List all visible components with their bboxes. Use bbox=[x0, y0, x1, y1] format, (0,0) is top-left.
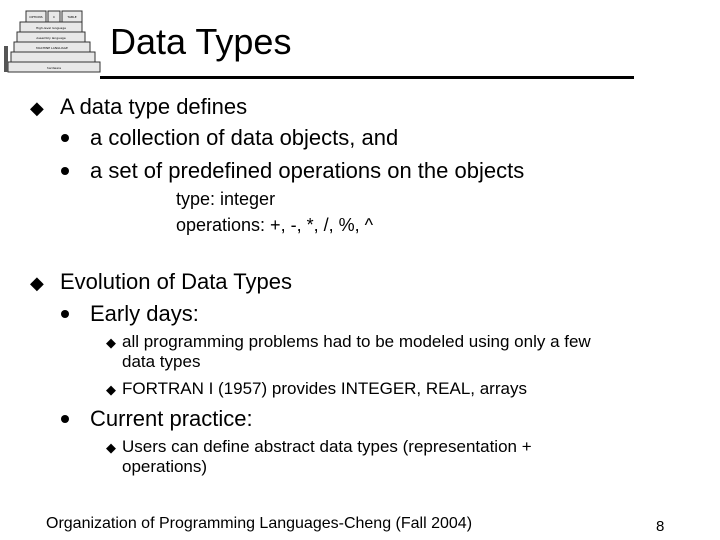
logo-tier-label: hardware bbox=[46, 66, 62, 70]
logo-tier-label: TABLE bbox=[67, 15, 77, 19]
sub-bullet-text: Early days: bbox=[90, 301, 199, 326]
layered-pyramid-logo-icon bbox=[4, 4, 102, 74]
logo-tier-label: OPTIONS bbox=[29, 15, 43, 19]
sub-sub-bullet-text: data types bbox=[122, 352, 201, 371]
page-number: 8 bbox=[656, 518, 665, 535]
logo-tier-label: MACHINE LANGUAGE bbox=[36, 46, 68, 50]
sub-bullet-text: Current practice: bbox=[90, 406, 253, 431]
example-line: type: integer bbox=[176, 189, 276, 209]
slide-title: Data Types bbox=[110, 21, 292, 62]
sub-bullet-text: a collection of data objects, and bbox=[90, 125, 399, 150]
example-line: operations: +, -, *, /, %, ^ bbox=[176, 215, 374, 235]
round-bullet-icon bbox=[61, 310, 69, 318]
logo-tier-label: C bbox=[52, 15, 56, 19]
sub-sub-bullet-text: operations) bbox=[122, 457, 208, 476]
round-bullet-icon bbox=[61, 134, 69, 142]
logo-tier-label: Assembly language bbox=[36, 36, 66, 40]
title-underline bbox=[100, 76, 634, 79]
round-bullet-icon bbox=[61, 167, 69, 175]
sub-sub-bullet-text: all programming problems had to be modeled using only a few bbox=[122, 332, 591, 351]
logo-tier-label: High-level language bbox=[35, 26, 67, 30]
small-diamond-bullet-icon: ◆ bbox=[106, 335, 116, 350]
slide-footer: Organization of Programming Languages-Cheng (Fall 2004) bbox=[46, 515, 473, 532]
bullet-text: Evolution of Data Types bbox=[60, 269, 292, 294]
diamond-bullet-icon: ◆ bbox=[30, 98, 44, 118]
sub-sub-bullet-text: FORTRAN I (1957) provides INTEGER, REAL, arrays bbox=[122, 379, 527, 398]
small-diamond-bullet-icon: ◆ bbox=[106, 382, 116, 397]
sub-bullet-text: a set of predefined operations on the objects bbox=[90, 158, 525, 183]
diamond-bullet-icon: ◆ bbox=[30, 273, 44, 293]
small-diamond-bullet-icon: ◆ bbox=[106, 440, 116, 455]
bullet-text: A data type defines bbox=[60, 94, 248, 119]
sub-sub-bullet-text: Users can define abstract data types (representation + bbox=[122, 437, 532, 456]
round-bullet-icon bbox=[61, 415, 69, 423]
